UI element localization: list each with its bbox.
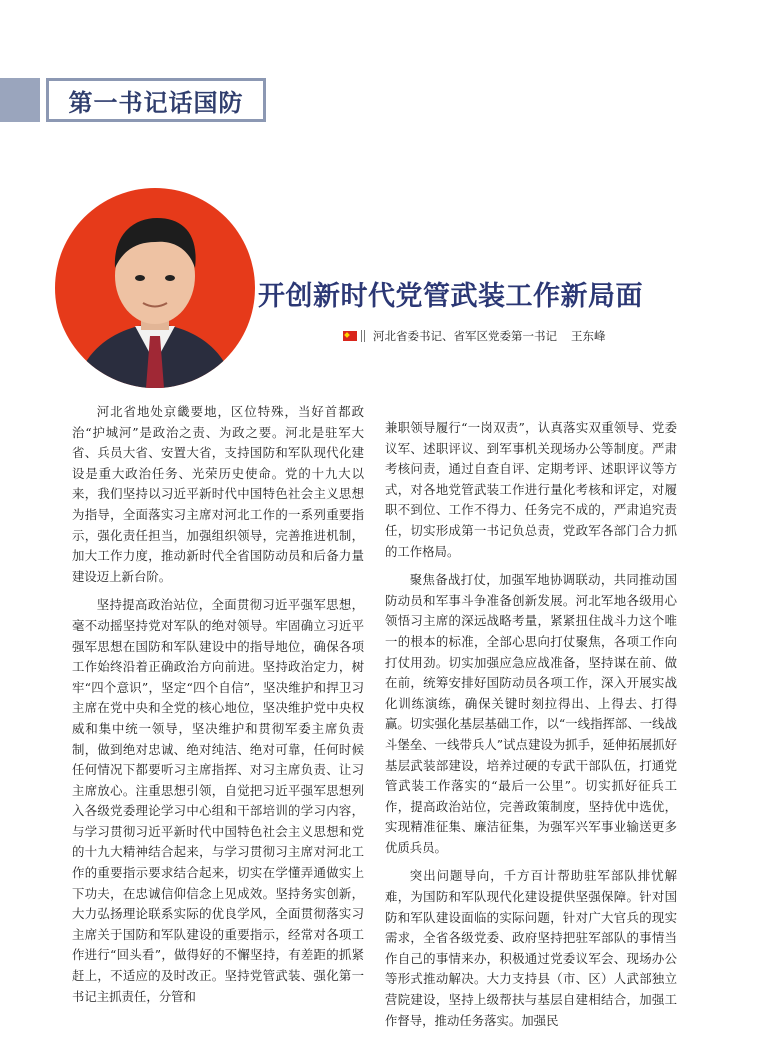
author-portrait <box>55 188 255 388</box>
section-title: 第一书记话国防 <box>68 88 244 117</box>
portrait-illustration <box>55 188 255 388</box>
section-decor-block <box>0 78 40 122</box>
byline <box>343 328 606 344</box>
byline-separator <box>361 330 365 342</box>
paragraph: 兼职领导履行“一岗双责”，认真落实双重领导、党委议军、述职评议、到军事机关现场办公等制度。严肃考核问责，通过自查自评、定期考评、述职评议等方式，对各地党管武装工作进行量化考核和评定，对履职不到位、工作不得力、任务完不成的，严肃追究责任，切实形成第一书记负总责，党政军各部门合力抓的工作格局。 <box>385 420 677 559</box>
author-position: 河北省委书记、省军区党委第一书记 <box>373 329 557 343</box>
author-name: 王东峰 <box>571 329 606 343</box>
article-title: 开创新时代党管武装工作新局面 <box>258 281 643 312</box>
section-header <box>46 78 266 122</box>
body-column-left <box>72 402 364 1015</box>
paragraph: 坚持提高政治站位，全面贯彻习近平强军思想，毫不动摇坚持党对军队的绝对领导。牢固确立习近平强军思想在国防和军队建设中的指导地位，确保各项工作始终沿着正确政治方向前进。坚持政治定力，树牢“四个意识”，坚定“四个自信”，坚决维护和捍卫习主席在党中央和全党的核心地位，坚决维护党中央权威和集中统一领导，坚决维护和贯彻军委主席负责制，做到绝对忠诚、绝对纯洁、绝对可靠，任何时候任何情况下都要听习主席指挥、对习主席负责、让习主席放心。注重思想引领，自觉把习近平强军思想列入各级党委理论学习中心组和干部培训的学习内容，与学习贯彻习近平新时代中国特色社会主义思想和党的十九大精神结合起来，与学习贯彻习主席对河北工作的重要指示要求结合起来，切实在学懂弄通做实上下功夫，在忠诚信仰信念上见成效。坚持务实创新，大力弘扬理论联系实际的优良学风，全面贯彻落实习主席关于国防和军队建设的重要指示，经常对各项工作进行“回头看”，做得好的不懈坚持，有差距的抓紧赶上，不适应的及时改正。坚持党管武装、强化第一书记主抓责任，分管和 <box>72 597 364 1004</box>
flag-icon <box>343 331 357 341</box>
paragraph: 河北省地处京畿要地，区位特殊，当好首都政治“护城河”是政治之责、为政之要。河北是驻军大省、兵员大省、安置大省，支持国防和军队现代化建设是重大政治任务、光荣历史使命。党的十九大以来，我们坚持以习近平新时代中国特色社会主义思想为指导，全面落实习主席对河北工作的一系列重要指示，强化责任担当，加强组织领导，完善推进机制，加大工作力度，推动新时代全省国防动员和后备力量建设迈上新台阶。 <box>72 404 364 584</box>
body-column-right <box>385 418 677 1039</box>
paragraph: 突出问题导向，千方百计帮助驻军部队排忧解难，为国防和军队现代化建设提供坚强保障。针对国防和军队建设面临的实际问题，针对广大官兵的现实需求，全省各级党委、政府坚持把驻军部队的事情当作自己的事情来办，积极通过党委议军会、现场办公等形式推动解决。大力支持县（市、区）人武部独立营院建设，坚持上级帮扶与基层自建相结合，加强工作督导，推动任务落实。加强民 <box>385 868 677 1028</box>
paragraph: 聚焦备战打仗，加强军地协调联动，共同推动国防动员和军事斗争准备创新发展。河北军地各级用心领悟习主席的深远战略考量，紧紧扭住战斗力这个唯一的根本的标准，全部心思向打仗聚焦，各项工作向打仗用劲。切实加强应急应战准备，坚持谋在前、做在前，统筹安排好国防动员各项工作，深入开展实战化训练演练，确保关键时刻拉得出、上得去、打得赢。切实强化基层基础工作，以“一线指挥部、一线战斗堡垒、一线带兵人”试点建设为抓手，延伸拓展抓好基层武装部建设，培养过硬的专武干部队伍，打通党管武装工作落实的“最后一公里”。切实抓好征兵工作，提高政治站位，完善政策制度，坚持优中选优，实现精准征集、廉洁征集，为强军兴军事业输送更多优质兵员。 <box>385 572 677 855</box>
